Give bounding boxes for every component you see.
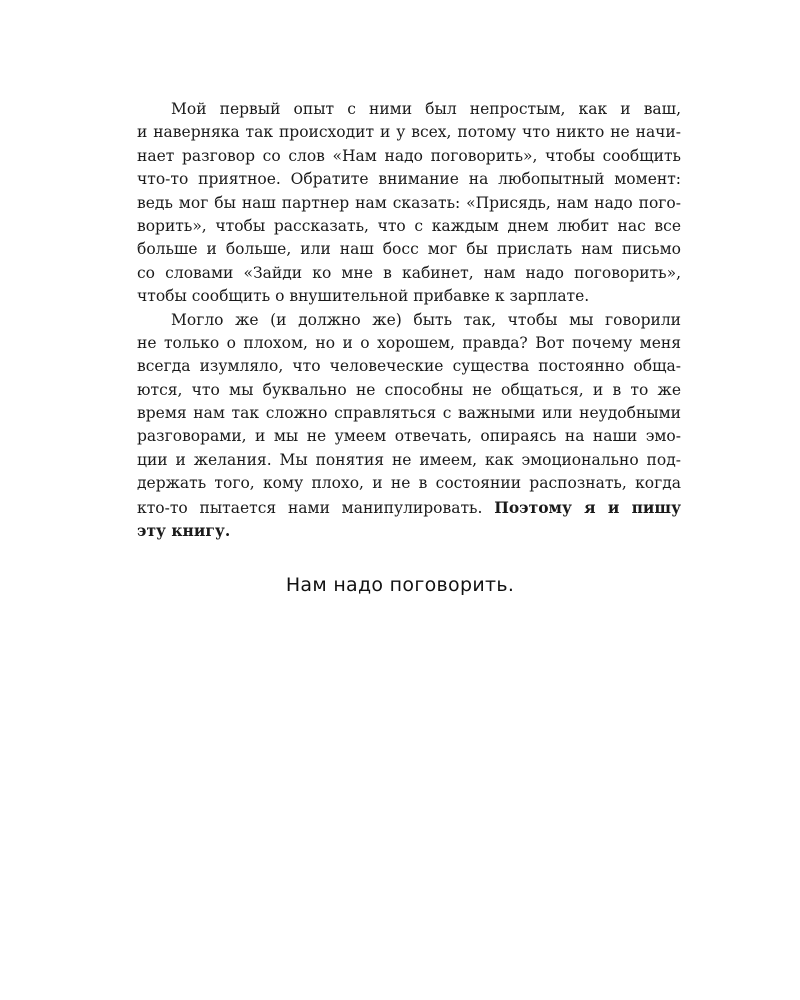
text-line: держать того, кому плохо, и не в состоянии распознать, когда [137,474,681,493]
text-line: не только о плохом, но и о хорошем, правда? Вот почему меня [137,333,681,352]
closing-line: Нам надо поговорить. [285,574,515,596]
text-line: ются, что мы буквально не способны не общаться, и в то же [137,380,681,399]
text-line: что-то приятное. Обратите внимание на любопытный момент: [137,170,681,189]
text-line: ведь мог бы наш партнер нам сказать: «Присядь, нам надо пого- [137,193,681,212]
text-line: со словами «Зайди ко мне в кабинет, нам надо поговорить», [137,263,681,282]
text-line: Мой первый опыт с ними был непростым, как и ваш, [171,100,681,118]
text-line: ворить», чтобы рассказать, что с каждым днем любит нас все [137,216,681,235]
text-line: больше и больше, или наш босс мог бы прислать нам письмо [137,240,681,259]
text-line: разговорами, и мы не умеем отвечать, опираясь на наши эмо- [137,427,681,446]
body-text [137,98,681,542]
text-segment: кто-то пытается нами манипулировать. [137,498,483,517]
text-line-mixed [137,496,681,519]
text-line: нает разговор со слов «Нам надо поговорить», чтобы сообщить [137,146,681,165]
emphasis-text: Поэтому я и пишу [494,497,681,517]
text-line: время нам так сложно справляться с важными или неудобными [137,404,681,423]
text-line: чтобы сообщить о внушительной прибавке к зарплате. [137,287,590,306]
text-line: всегда изумляло, что человеческие существа постоянно обща- [137,357,681,376]
emphasis-text: эту книгу. [137,521,231,541]
text-line: ции и желания. Мы понятия не имеем, как эмоционально под- [137,450,681,469]
text-line: Могло же (и должно же) быть так, чтобы мы говорили [171,310,681,329]
text-line: и наверняка так происходит и у всех, потому что никто не начи- [137,123,681,142]
